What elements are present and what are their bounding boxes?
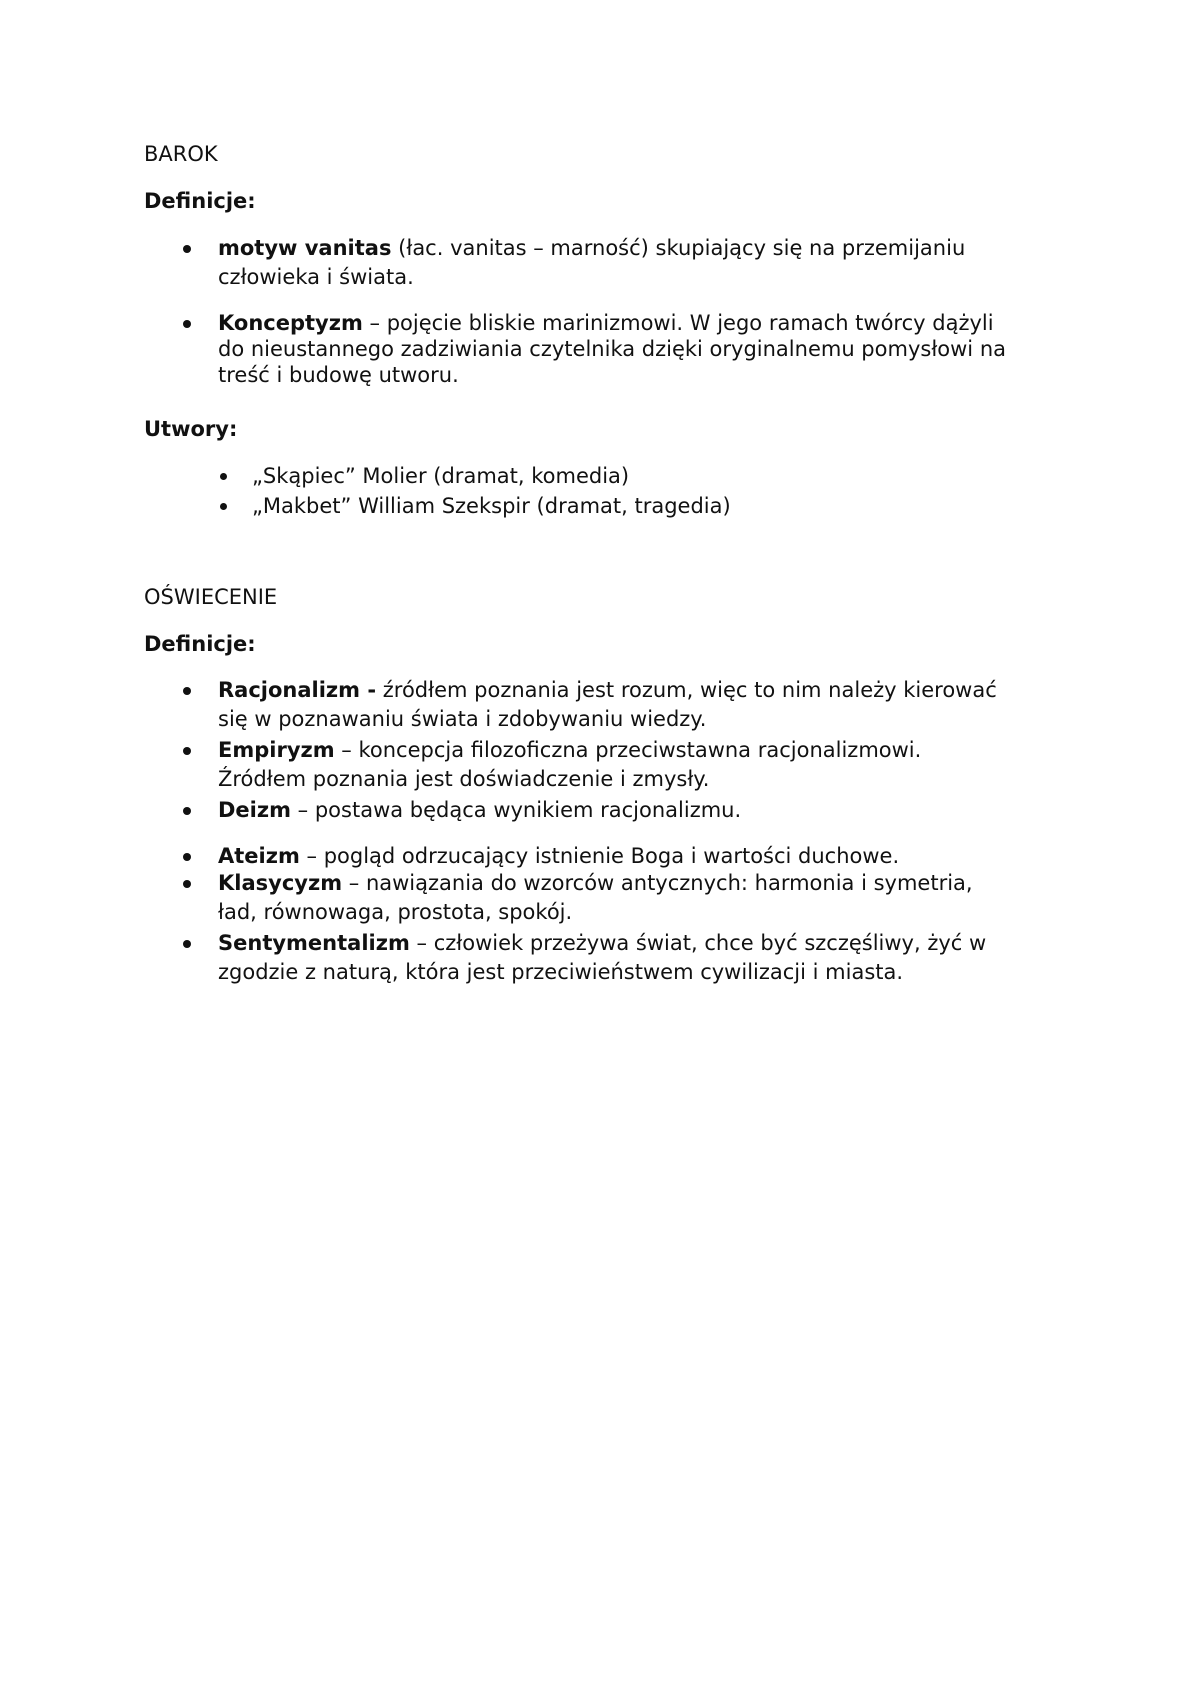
bullet-icon xyxy=(183,940,191,948)
section-title-barok: BAROK xyxy=(144,142,218,166)
list-item-ateizm xyxy=(218,842,1078,871)
definition-text: – pogląd odrzucający istnienie Boga i wartości duchowe. xyxy=(306,844,900,868)
term: Ateizm xyxy=(218,844,300,868)
definitions-heading-barok: Definicje: xyxy=(144,189,256,213)
definition-text: do nieustannego zadziwiania czytelnika dzięki oryginalnemu pomysłowi na xyxy=(218,337,1006,361)
term: Deizm xyxy=(218,798,291,822)
bullet-icon xyxy=(183,245,191,253)
list-item-racjonalizm xyxy=(218,676,1078,734)
bullet-icon xyxy=(183,687,191,695)
definition-text: – postawa będąca wynikiem racjonalizmu. xyxy=(297,798,742,822)
work-title: „Skąpiec” Molier (dramat, komedia) xyxy=(252,464,630,488)
term: Empiryzm xyxy=(218,738,335,762)
list-item-vanitas xyxy=(218,234,1078,292)
term: motyw vanitas xyxy=(218,236,392,260)
list-item-konceptyzm xyxy=(218,310,1078,388)
definition-text: źródłem poznania jest rozum, więc to nim należy kierować xyxy=(382,678,997,702)
list-item-sentymentalizm xyxy=(218,929,1078,987)
definition-text: ład, równowaga, prostota, spokój. xyxy=(218,900,573,924)
definition-text: – koncepcja filozoficzna przeciwstawna racjonalizmowi. xyxy=(341,738,922,762)
section-title-oswiecenie: OŚWIECENIE xyxy=(144,585,278,609)
definition-text: – człowiek przeżywa świat, chce być szczęśliwy, żyć w xyxy=(416,931,987,955)
bullet-icon xyxy=(183,807,191,815)
list-item-empiryzm xyxy=(218,736,1078,794)
bullet-icon xyxy=(183,853,191,861)
term: Konceptyzm xyxy=(218,311,363,335)
works-heading-barok: Utwory: xyxy=(144,417,238,441)
list-item-work xyxy=(252,496,1052,517)
term: Sentymentalizm xyxy=(218,931,410,955)
list-item-klasycyzm xyxy=(218,869,1078,927)
bullet-icon xyxy=(183,320,191,328)
definition-text: człowieka i świata. xyxy=(218,265,414,289)
definition-text: (łac. vanitas – marność) skupiający się na przemijaniu xyxy=(398,236,966,260)
bullet-icon xyxy=(220,503,227,510)
definition-text: Źródłem poznania jest doświadczenie i zmysły. xyxy=(218,767,710,791)
bullet-icon xyxy=(220,473,227,480)
bullet-icon xyxy=(183,880,191,888)
definition-text: – pojęcie bliskie marinizmowi. W jego ramach twórcy dążyli xyxy=(369,311,994,335)
list-item-work xyxy=(252,466,1052,487)
bullet-icon xyxy=(183,747,191,755)
definition-text: zgodzie z naturą, która jest przeciwieństwem cywilizacji i miasta. xyxy=(218,960,904,984)
list-item-deizm xyxy=(218,796,1078,825)
definitions-heading-oswiecenie: Definicje: xyxy=(144,632,256,656)
term: Klasycyzm xyxy=(218,871,343,895)
definition-text: się w poznawaniu świata i zdobywaniu wiedzy. xyxy=(218,707,707,731)
definition-text: treść i budowę utworu. xyxy=(218,363,459,387)
work-title: „Makbet” William Szekspir (dramat, tragedia) xyxy=(252,494,731,518)
term: Racjonalizm - xyxy=(218,678,377,702)
definition-text: – nawiązania do wzorców antycznych: harmonia i symetria, xyxy=(348,871,973,895)
